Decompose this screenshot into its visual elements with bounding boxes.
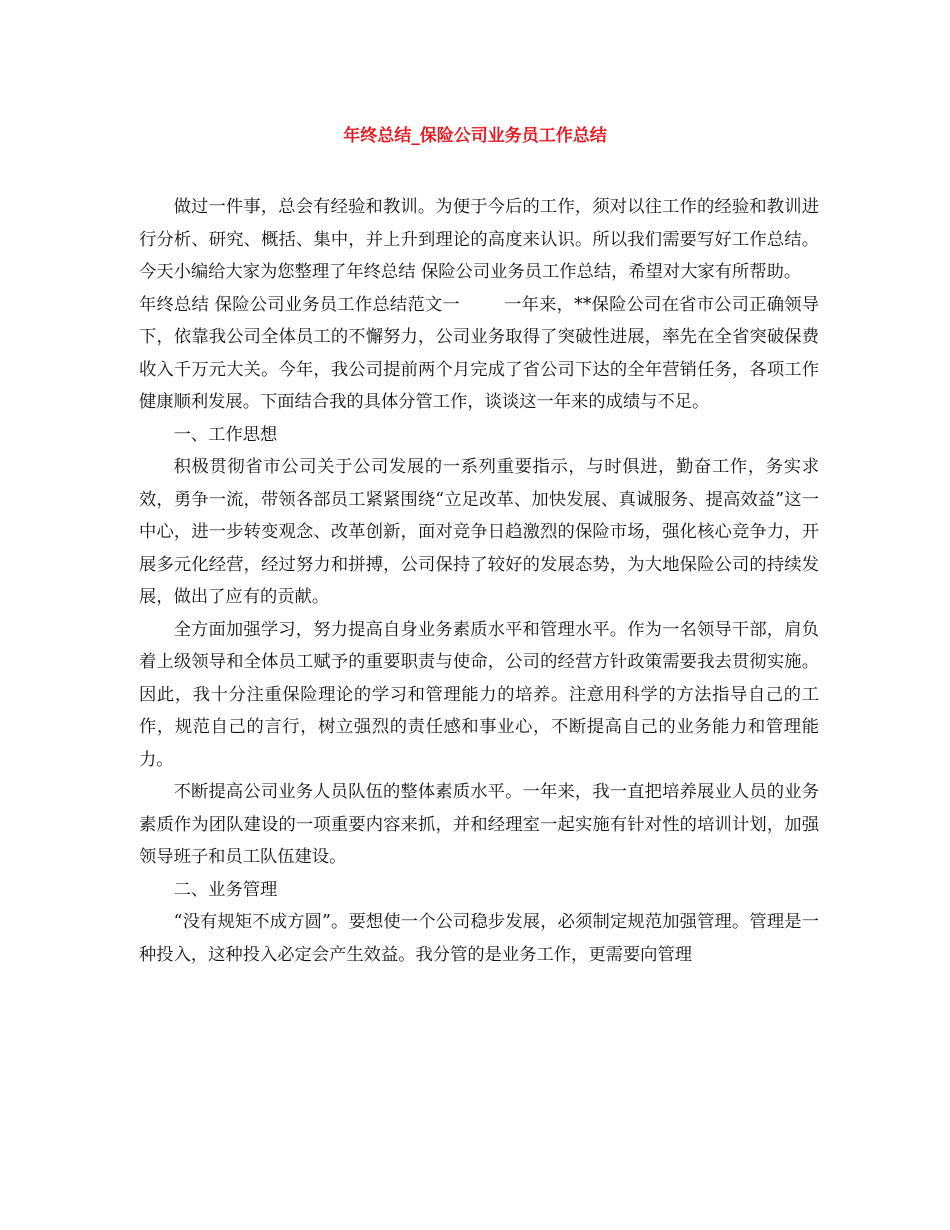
document-title: 年终总结_保险公司业务员工作总结 <box>343 126 607 146</box>
sample-heading: 年终总结 保险公司业务员工作总结范文一 <box>139 294 460 315</box>
section-heading-work-thought: 一、工作思想 <box>173 424 278 445</box>
paragraph-management-1: “没有规矩不成方圆”。要想使一个公司稳步发展，必须制定规范加强管理。管理是一种投入，这种投入必定会产生效益。我分管的是业务工作，更需要向管理 <box>139 912 819 965</box>
paragraph-thought-2: 全方面加强学习，努力提高自身业务素质水平和管理水平。作为一名领导干部，肩负着上级领导和全体员工赋予的重要职责与使命，公司的经营方针政策需要我去贯彻实施。因此，我十分注重保险理论的学习和管理能力的培养。注意用科学的方法指导自己的工作，规范自己的言行，树立强烈的责任感和事业心，不断提高自己的业务能力和管理能力。 <box>139 619 819 770</box>
paragraph-intro: 做过一件事，总会有经验和教训。为便于今后的工作，须对以往工作的经验和教训进行分析、研究、概括、集中，并上升到理论的高度来认识。所以我们需要写好工作总结。今天小编给大家为您整理了年终总结 保险公司业务员工作总结，希望对大家有所帮助。 <box>139 197 819 282</box>
paragraph-thought-3: 不断提高公司业务人员队伍的整体素质水平。一年来，我一直把培养展业人员的业务素质作为团队建设的一项重要内容来抓，并和经理室一起实施有针对性的培训计划，加强领导班子和员工队伍建设。 <box>139 782 819 867</box>
sample-opening-text: 一年来，**保险公司在省市公司正确领导下，依靠我公司全体员工的不懈努力，公司业务取得了突破性进展，率先在全省突破保费收入千万元大关。今年，我公司提前两个月完成了省公司下达的全年营销任务，各项工作健康顺利发展。下面结合我的具体分管工作，谈谈这一年来的成绩与不足。 <box>139 294 819 412</box>
section-heading-business-management: 二、业务管理 <box>173 879 278 900</box>
paragraph-thought-1: 积极贯彻省市公司关于公司发展的一系列重要指示，与时俱进，勤奋工作，务实求效，勇争一流，带领各部员工紧紧围绕“立足改革、加快发展、真诚服务、提高效益”这一中心，进一步转变观念、改革创新，面对竞争日趋激烈的保险市场，强化核心竞争力，开展多元化经营，经过努力和拼搏，公司保持了较好的发展态势，为大地保险公司的持续发展，做出了应有的贡献。 <box>139 457 819 607</box>
paragraph-sample-opening <box>139 289 819 419</box>
document-body <box>139 191 819 971</box>
